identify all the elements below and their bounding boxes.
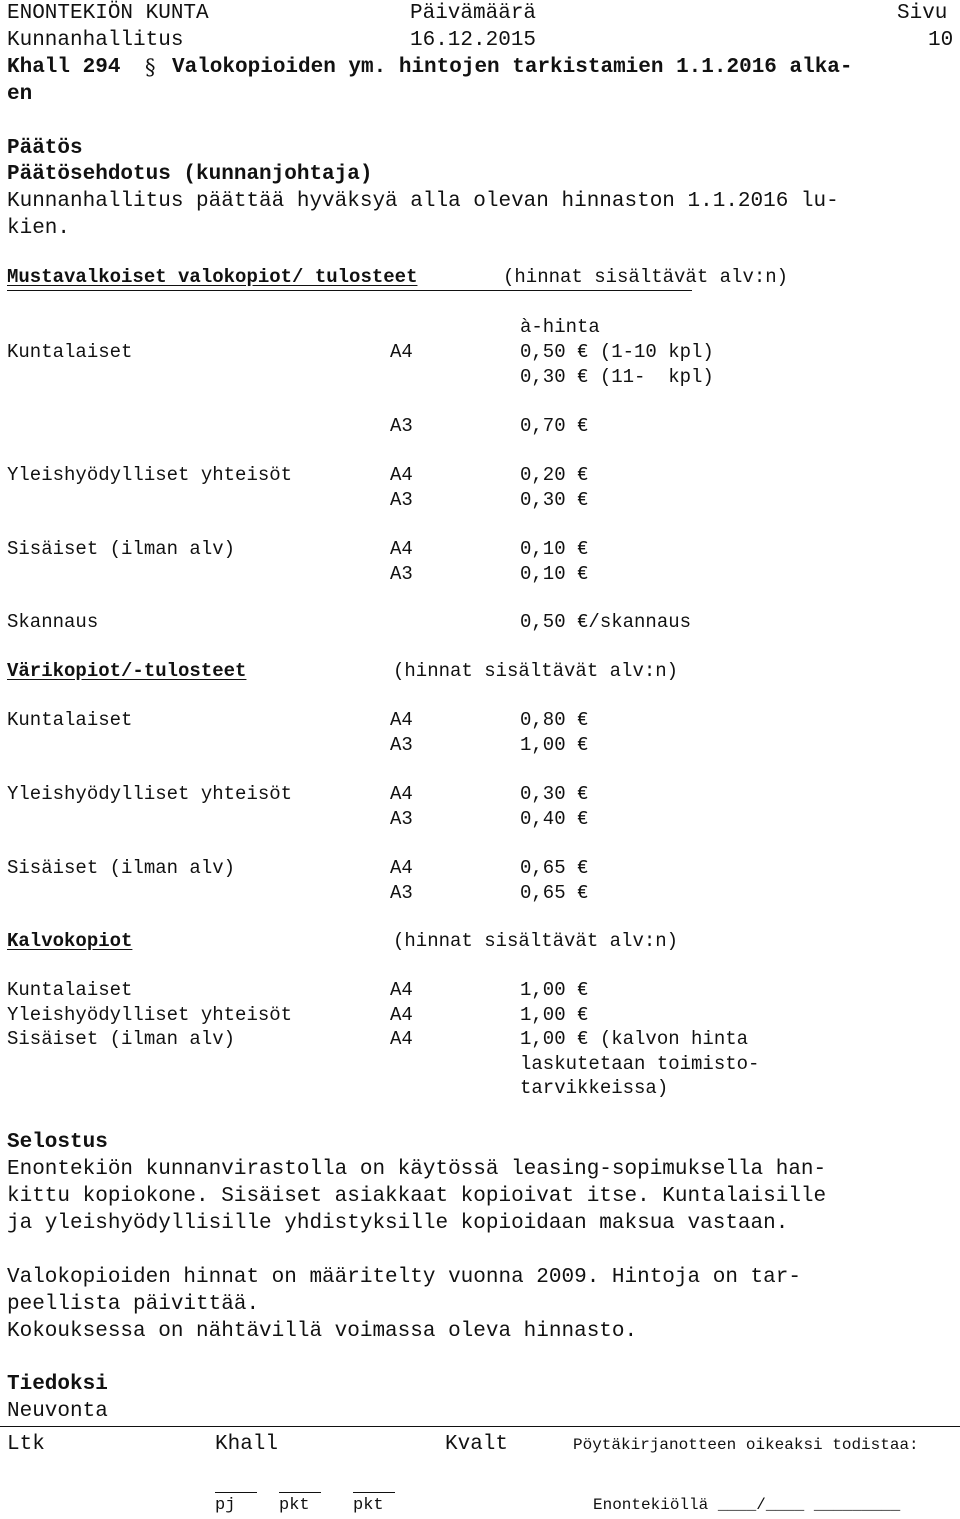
film-size: A4 <box>390 1004 413 1026</box>
color-price: 0,65 € <box>520 882 589 904</box>
color-price: 1,00 € <box>520 734 589 756</box>
color-note: (hinnat sisältävät alv:n) <box>393 660 679 682</box>
footer-certify: Pöytäkirjanotteen oikeaksi todistaa: <box>573 1436 919 1454</box>
color-size: A3 <box>390 882 413 904</box>
header-org: ENONTEKIÖN KUNTA <box>7 2 209 25</box>
explanation-line: Valokopioiden hinnat on määritelty vuonna 2009. Hintoja on tar- <box>7 1266 801 1289</box>
color-group: Yleishyödylliset yhteisöt <box>7 783 293 805</box>
footer-ltk: Ltk <box>7 1433 45 1456</box>
color-size: A4 <box>390 857 413 879</box>
bw-price: 0,50 €/skannaus <box>520 611 692 633</box>
bw-note: (hinnat sisältävät alv:n) <box>503 266 789 288</box>
pkt-line-1 <box>279 1492 321 1493</box>
color-price: 0,30 € <box>520 783 589 805</box>
section-number: Khall 294 <box>7 56 121 79</box>
section-title-b: en <box>7 83 33 106</box>
film-heading: Kalvokopiot <box>7 930 133 952</box>
bw-size: A3 <box>390 489 413 511</box>
bw-size: A4 <box>390 464 413 486</box>
film-group: Yleishyödylliset yhteisöt <box>7 1004 293 1026</box>
footer-pkt-2: pkt <box>353 1496 384 1515</box>
pj-line <box>215 1492 257 1493</box>
footer-pj: pj <box>215 1496 236 1515</box>
film-group: Sisäiset (ilman alv) <box>7 1028 236 1050</box>
bw-price: 0,30 € <box>520 489 589 511</box>
header-page: 10 <box>928 29 954 52</box>
decision-heading: Päätös <box>7 137 83 160</box>
color-price: 0,80 € <box>520 709 589 731</box>
bw-price: 0,70 € <box>520 415 589 437</box>
film-size: A4 <box>390 1028 413 1050</box>
bw-price: 0,50 € (1-10 kpl) <box>520 341 714 363</box>
bw-size: A3 <box>390 563 413 585</box>
info-heading: Tiedoksi <box>7 1373 108 1396</box>
section-title-a: Valokopioiden ym. hintojen tarkistamien 1.1.2016 alka- <box>172 56 853 79</box>
explanation-line: kittu kopiokone. Sisäiset asiakkaat kopioivat itse. Kuntalaisille <box>7 1185 827 1208</box>
film-price: 1,00 € <box>520 979 589 1001</box>
film-price-note: tarvikkeissa) <box>520 1077 669 1099</box>
header-date-label: Päivämäärä <box>410 2 537 25</box>
explanation-line: Enontekiön kunnanvirastolla on käytössä leasing-sopimuksella han- <box>7 1158 827 1181</box>
bw-price: 0,20 € <box>520 464 589 486</box>
color-size: A4 <box>390 709 413 731</box>
footer-khall: Khall <box>215 1433 279 1456</box>
footer-place-date: Enontekiöllä ____/____ _________ <box>593 1496 901 1514</box>
explanation-line: ja yleishyödyllisille yhdistyksille kopioidaan maksua vastaan. <box>7 1212 789 1235</box>
footer-rule <box>0 1426 960 1427</box>
section-sign: § <box>145 55 156 79</box>
bw-price: 0,10 € <box>520 563 589 585</box>
color-group: Sisäiset (ilman alv) <box>7 857 236 879</box>
explanation-heading: Selostus <box>7 1131 108 1154</box>
film-note: (hinnat sisältävät alv:n) <box>393 930 679 952</box>
film-size: A4 <box>390 979 413 1001</box>
film-price-note: laskutetaan toimisto- <box>520 1053 760 1075</box>
bw-group: Kuntalaiset <box>7 341 133 363</box>
color-group: Kuntalaiset <box>7 709 133 731</box>
bw-size: A4 <box>390 341 413 363</box>
bw-group: Yleishyödylliset yhteisöt <box>7 464 293 486</box>
color-price: 0,65 € <box>520 857 589 879</box>
footer-kvalt: Kvalt <box>445 1433 509 1456</box>
explanation-line: peellista päivittää. <box>7 1293 260 1316</box>
footer-pkt-1: pkt <box>279 1496 310 1515</box>
film-group: Kuntalaiset <box>7 979 133 1001</box>
header-date: 16.12.2015 <box>410 29 537 52</box>
bw-price: 0,10 € <box>520 538 589 560</box>
color-size: A3 <box>390 734 413 756</box>
color-size: A3 <box>390 808 413 830</box>
pkt-line-2 <box>353 1492 395 1493</box>
header-page-label: Sivu <box>897 2 948 25</box>
bw-group: Sisäiset (ilman alv) <box>7 538 236 560</box>
bw-size: A3 <box>390 415 413 437</box>
explanation-line: Kokouksessa on nähtävillä voimassa oleva hinnasto. <box>7 1320 638 1343</box>
decision-proposal: Päätösehdotus (kunnanjohtaja) <box>7 163 373 186</box>
bw-heading-rule <box>7 290 692 291</box>
info-recipient: Neuvonta <box>7 1400 108 1423</box>
bw-size: A4 <box>390 538 413 560</box>
bw-heading: Mustavalkoiset valokopiot/ tulosteet <box>7 266 418 288</box>
unit-price-header: à-hinta <box>520 316 600 338</box>
color-size: A4 <box>390 783 413 805</box>
header-body: Kunnanhallitus <box>7 29 184 52</box>
film-price: 1,00 € (kalvon hinta <box>520 1028 749 1050</box>
bw-group: Skannaus <box>7 611 99 633</box>
bw-price: 0,30 € (11- kpl) <box>520 366 714 388</box>
decision-text-b: kien. <box>7 217 71 240</box>
color-price: 0,40 € <box>520 808 589 830</box>
film-price: 1,00 € <box>520 1004 589 1026</box>
decision-text-a: Kunnanhallitus päättää hyväksyä alla olevan hinnaston 1.1.2016 lu- <box>7 190 839 213</box>
color-heading: Värikopiot/-tulosteet <box>7 660 247 682</box>
